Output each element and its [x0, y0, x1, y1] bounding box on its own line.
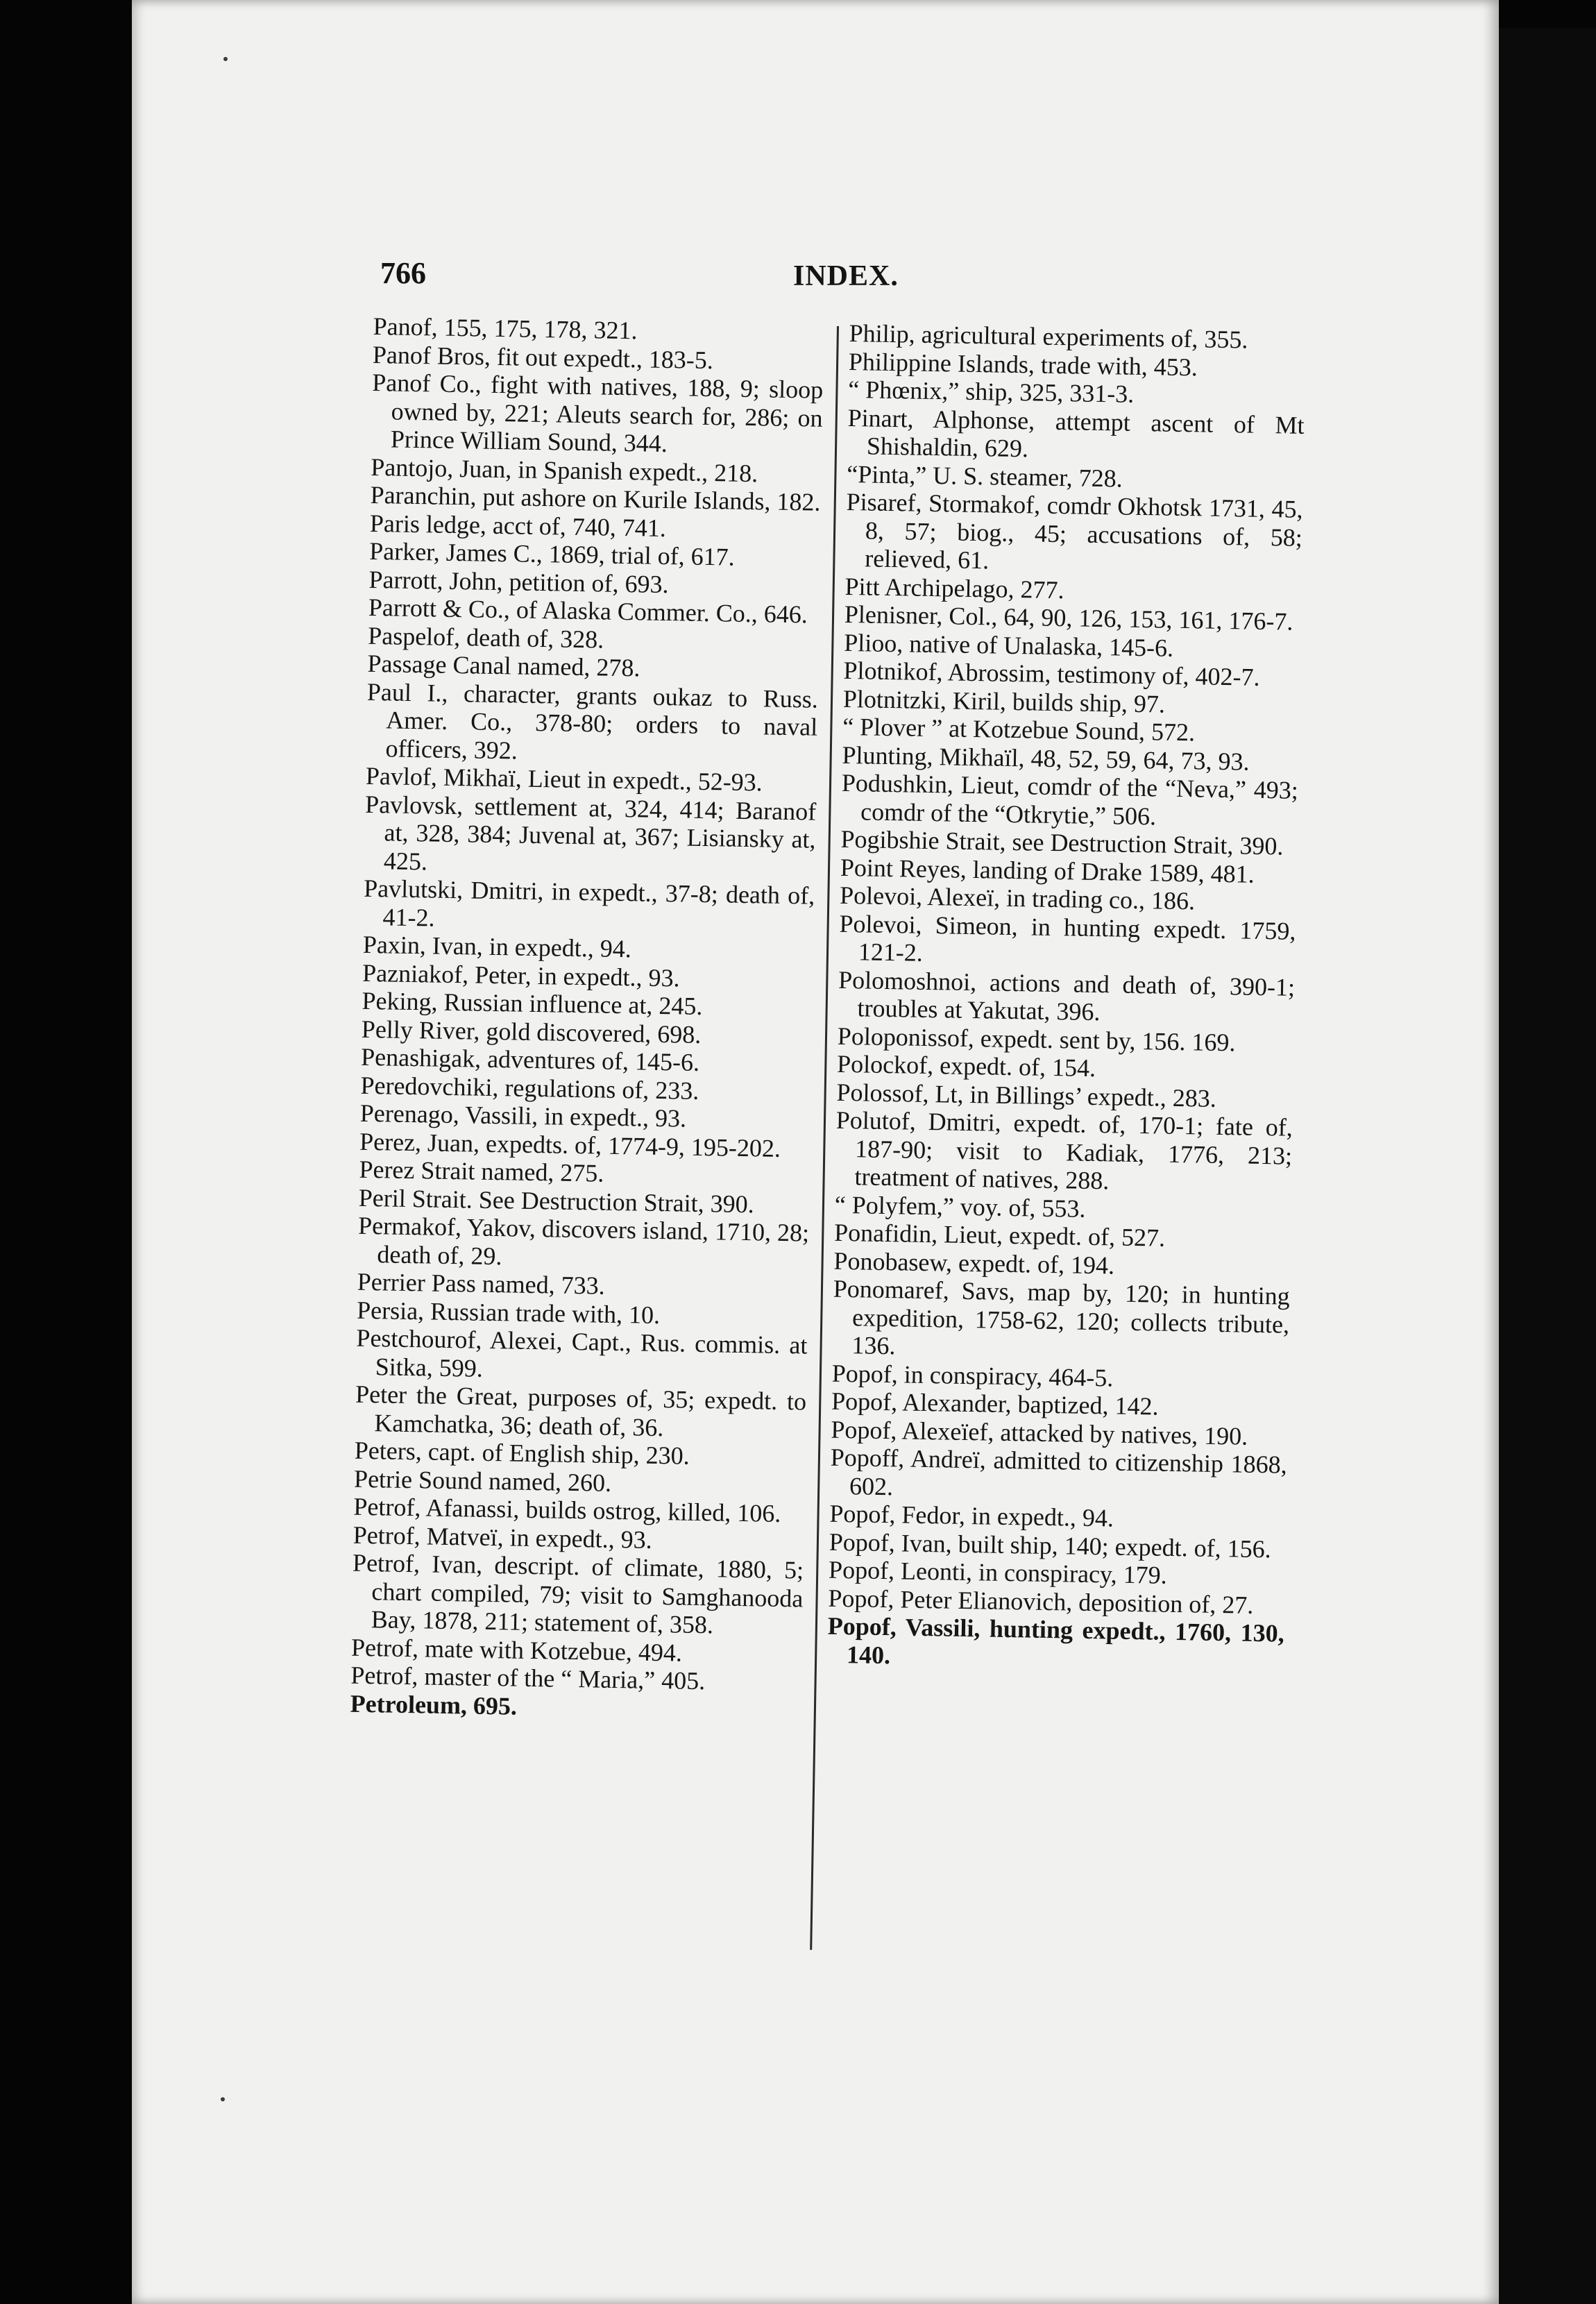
index-entry: Panof, 155, 175, 178, 321.: [373, 312, 638, 345]
index-entry: Pavlof, Mikhaï, Lieut in expedt., 52-93.: [365, 761, 763, 797]
index-entry: Pitt Archipelago, 277.: [844, 572, 1064, 604]
index-entry: Polevoi, Alexeï, in trading co., 186.: [839, 881, 1196, 915]
index-entry: Petrof, Afanassi, builds ostrog, killed, 106.: [353, 1492, 781, 1527]
index-entry: Perrier Pass named, 733.: [357, 1267, 606, 1300]
index-entry: Podushkin, Lieut, comdr of the “Neva,” 493; comdr of the “Otkrytie,” 506.: [841, 768, 1299, 830]
index-entry: Petrof, Matveï, in expedt., 93.: [353, 1521, 652, 1554]
index-column-right: [827, 319, 1306, 1676]
index-entry: Pelly River, gold discovered, 698.: [361, 1015, 702, 1049]
index-entry: Popoff, Andreï, admitted to citizenship 1868, 602.: [830, 1443, 1288, 1500]
index-entry: Philippine Islands, trade with, 453.: [848, 347, 1198, 381]
index-entry: Paranchin, put ashore on Kurile Islands, 182.: [370, 480, 821, 516]
index-entry: Plioo, native of Unalaska, 145-6.: [843, 628, 1174, 662]
index-entry: Polevoi, Simeon, in hunting expedt. 1759, 121-2.: [839, 909, 1296, 967]
index-entry: “ Phœnix,” ship, 325, 331-3.: [847, 375, 1135, 408]
index-entry: Paspelof, death of, 328.: [367, 621, 604, 654]
index-entry: “ Plover ” at Kotzebue Sound, 572.: [842, 712, 1196, 747]
index-entry: Polockof, expedt. of, 154.: [836, 1049, 1096, 1083]
dust-speck: [223, 57, 228, 61]
index-entry: Peters, capt. of English ship, 230.: [354, 1436, 690, 1470]
index-entry: Parrott & Co., of Alaska Commer. Co., 646.: [368, 593, 808, 629]
index-entry: Popof, Alexeïef, attacked by natives, 190.: [831, 1415, 1248, 1450]
index-entry: Parker, James C., 1869, trial of, 617.: [368, 536, 736, 571]
dust-speck: [221, 2097, 225, 2101]
index-entry: Plotnikof, Abrossim, testimony of, 402-7.: [843, 656, 1260, 691]
index-entry: Popof, in conspiracy, 464-5.: [831, 1359, 1114, 1392]
index-entry: Paris ledge, acct of, 740, 741.: [369, 509, 667, 542]
index-entry: Permakof, Yakov, discovers island, 1710, 28; death of, 29.: [357, 1211, 810, 1270]
index-entry: Ponomaref, Savs, map by, 120; in hunting expedition, 1758-62, 120; collects tribute, 136.: [833, 1274, 1291, 1360]
index-entry: Penashigak, adventures of, 145-6.: [360, 1042, 700, 1076]
index-entry: Petrie Sound named, 260.: [353, 1464, 612, 1497]
index-entry: Polossof, Lt, in Billings’ expedt., 283.: [836, 1078, 1217, 1112]
index-entry: Popof, Fedor, in expedt., 94.: [829, 1499, 1114, 1532]
index-entry: Persia, Russian trade with, 10.: [356, 1296, 661, 1329]
index-entry: Pavlutski, Dmitri, in expedt., 37-8; death of, 41-2.: [363, 874, 815, 932]
index-entry: Popof, Ivan, built ship, 140; expedt. of, 156.: [829, 1527, 1271, 1563]
index-entry: Pinart, Alphonse, attempt ascent of Mt Shishaldin, 629.: [847, 403, 1305, 463]
index-entry: Panof Bros, fit out expedt., 183-5.: [372, 340, 714, 374]
index-entry: Point Reyes, landing of Drake 1589, 481.: [840, 853, 1255, 888]
index-entry: Popof, Vassili, hunting expedt., 1760, 130, 140.: [827, 1611, 1285, 1669]
index-entry: Paul I., character, grants oukaz to Russ. Amer. Co., 378-80; orders to naval officers, 392.: [366, 677, 819, 765]
index-entry: Pogibshie Strait, see Destruction Strait, 390.: [840, 824, 1284, 861]
index-entry: Perenago, Vassili, in expedt., 93.: [359, 1099, 687, 1133]
page-header: [380, 255, 1324, 297]
index-entry: Philip, agricultural experiments of, 355.: [849, 319, 1248, 354]
index-entry: Polomoshnoi, actions and death of, 390-1; troubles at Yakutat, 396.: [838, 965, 1296, 1026]
index-entry: “Pinta,” U. S. steamer, 728.: [846, 459, 1123, 493]
index-entry: Ponobasew, expedt. of, 194.: [833, 1246, 1115, 1280]
index-entry: Pantojo, Juan, in Spanish expedt., 218.: [370, 452, 758, 487]
index-entry: Peredovchiki, regulations of, 233.: [360, 1071, 699, 1105]
index-entry: Petrof, master of the “ Maria,” 405.: [350, 1661, 706, 1695]
page-number: 766: [380, 256, 426, 290]
index-entry: Perez Strait named, 275.: [359, 1155, 604, 1187]
index-entry: Peter the Great, purposes of, 35; expedt. to Kamchatka, 36; death of, 36.: [355, 1380, 807, 1441]
index-entry: Petroleum, 695.: [350, 1689, 518, 1720]
index-entry: Peril Strait. See Destruction Strait, 390.: [358, 1183, 755, 1218]
index-entry: Parrott, John, petition of, 693.: [368, 565, 669, 598]
index-entry: Poloponissof, expedt. sent by, 156. 169.: [837, 1022, 1236, 1056]
index-entry: Plotnitzki, Kiril, builds ship, 97.: [842, 684, 1166, 718]
index-entry: Popof, Peter Elianovich, deposition of, 27.: [828, 1584, 1254, 1619]
index-entry: Popof, Alexander, baptized, 142.: [831, 1387, 1159, 1421]
index-entry: Petrof, mate with Kotzebue, 494.: [350, 1633, 683, 1667]
index-entry: Peking, Russian influence at, 245.: [362, 986, 703, 1021]
index-entry: Paxin, Ivan, in expedt., 94.: [362, 930, 632, 963]
index-entry: Pisaref, Stormakof, comdr Okhotsk 1731, 45, 8, 57; biog., 45; accusations of, 58; relieved, 61.: [846, 487, 1303, 575]
index-entry: Polutof, Dmitri, expedt. of, 170-1; fate of, 187-90; visit to Kadiak, 1776, 213; treatment of natives, 288.: [835, 1106, 1293, 1195]
index-entry: Panof Co., fight with natives, 188, 9; sloop owned by, 221; Aleuts search for, 286; on Prince William Sound, 344.: [371, 368, 824, 458]
index-entry: Plunting, Mikhaïl, 48, 52, 59, 64, 73, 93.: [842, 740, 1250, 776]
index-entry: Pestchourof, Alexei, Capt., Rus. commis. at Sitka, 599.: [356, 1323, 808, 1382]
index-entry: Plenisner, Col., 64, 90, 126, 153, 161, 176-7.: [844, 600, 1293, 636]
index-entry: Popof, Leonti, in conspiracy, 179.: [828, 1555, 1167, 1589]
index-column-left: [350, 312, 824, 1725]
index-entry: “ Polyfem,” voy. of, 553.: [834, 1190, 1086, 1223]
index-entry: Passage Canal named, 278.: [367, 649, 640, 682]
running-head: INDEX.: [793, 260, 899, 292]
adjacent-page-edge: [1499, 28, 1596, 2304]
index-entry: Perez, Juan, expedts. of, 1774-9, 195-202.: [359, 1127, 781, 1162]
index-entry: Ponafidin, Lieut, expedt. of, 527.: [833, 1218, 1166, 1252]
index-entry: Pazniakof, Peter, in expedt., 93.: [362, 958, 680, 992]
index-entry: Petrof, Ivan, descript. of climate, 1880, 5; chart compiled, 79; visit to Samghanooda Bay, 1878, 211; statement of, 358.: [352, 1548, 804, 1639]
index-entry: Pavlovsk, settlement at, 324, 414; Baranof at, 328, 384; Juvenal at, 367; Lisiansky at, 425.: [364, 790, 817, 875]
